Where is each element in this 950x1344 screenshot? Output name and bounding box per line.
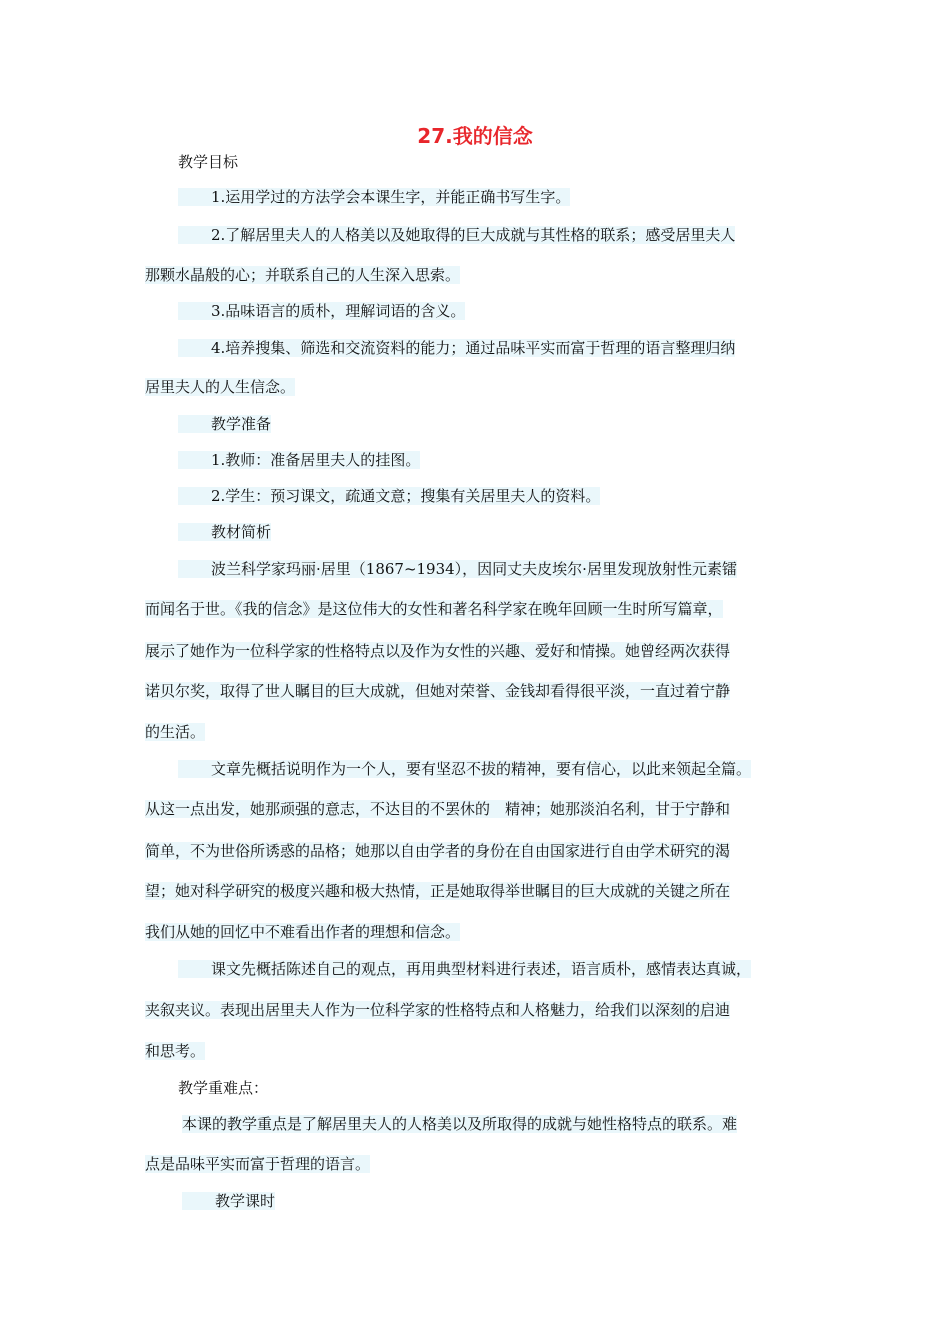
section-heading-hours-text: 教学课时 [215,1192,276,1210]
analysis-paragraph-1-text-3: 展示了她作为一位科学家的性格特点以及作为女性的兴趣、爱好和情操。她曾经两次获得 [145,642,731,660]
section-heading-prep [178,413,271,435]
key-points-line-2 [145,1153,370,1175]
analysis-paragraph-2-line-4 [145,880,730,902]
section-heading-key-points: 教学重难点： [178,1079,269,1097]
analysis-paragraph-2-text-5: 我们从她的回忆中不难看出作者的理想和信念。 [145,923,461,941]
key-points-line-1 [182,1113,737,1135]
analysis-paragraph-1-line-1 [178,558,737,580]
key-points-text-2: 点是品味平实而富于哲理的语言。 [145,1155,371,1173]
prep-item-2-text: 2.学生：预习课文，疏通文意；搜集有关居里夫人的资料。 [211,487,601,505]
analysis-paragraph-1-text-5: 的生活。 [145,723,206,741]
analysis-paragraph-2-text-4: 望；她对科学研究的极度兴趣和极大热情，正是她取得举世瞩目的巨大成就的关键之所在 [145,882,731,900]
analysis-paragraph-2-line-2 [145,798,730,820]
section-heading-analysis-text: 教材简析 [211,523,272,541]
analysis-paragraph-1-line-5 [145,721,205,743]
analysis-paragraph-3-line-1 [178,958,751,980]
goal-item-2-text-2: 那颗水晶般的心；并联系自己的人生深入思索。 [145,266,461,284]
key-points-text-1: 本课的教学重点是了解居里夫人的人格美以及所取得的成就与她性格特点的联系。难 [182,1115,738,1133]
analysis-paragraph-1-line-4 [145,680,730,702]
analysis-paragraph-1-text-1: 波兰科学家玛丽·居里（1867~1934），因同丈夫皮埃尔·居里发现放射性元素镭 [211,560,737,578]
section-heading-goals: 教学目标 [178,153,239,171]
section-heading-prep-text: 教学准备 [211,415,272,433]
prep-item-1 [178,449,420,471]
prep-item-2 [178,485,600,507]
goal-item-4-line-2 [145,376,295,398]
analysis-paragraph-3-text-3: 和思考。 [145,1042,206,1060]
goal-item-1 [178,186,570,208]
goal-item-2-line-1 [178,224,735,246]
goal-item-4-text-2: 居里夫人的人生信念。 [145,378,296,396]
goal-item-4-text-1: 4.培养搜集、筛选和交流资料的能力；通过品味平实而富于哲理的语言整理归纳 [211,339,736,357]
goal-item-3-text: 3.品味语言的质朴，理解词语的含义。 [211,302,466,320]
analysis-paragraph-1-text-4: 诺贝尔奖，取得了世人瞩目的巨大成就，但她对荣誉、金钱却看得很平淡，一直过着宁静 [145,682,731,700]
section-heading-analysis [178,521,271,543]
analysis-paragraph-2-line-3 [145,840,730,862]
document-title: 27.我的信念 [417,124,533,148]
section-heading-hours [182,1190,275,1212]
goal-item-1-text: 1.运用学过的方法学会本课生字，并能正确书写生字。 [211,188,571,206]
analysis-paragraph-1-text-2: 而闻名于世。《我的信念》是这位伟大的女性和著名科学家在晚年回顾一生时所写篇章， [145,600,723,618]
goal-item-2-line-2 [145,264,460,286]
analysis-paragraph-3-text-2: 夹叙夹议。表现出居里夫人作为一位科学家的性格特点和人格魅力，给我们以深刻的启迪 [145,1001,731,1019]
analysis-paragraph-2-text-3: 简单，不为世俗所诱惑的品格；她那以自由学者的身份在自由国家进行自由学术研究的渴 [145,842,731,860]
prep-item-1-text: 1.教师：准备居里夫人的挂图。 [211,451,421,469]
goal-item-4-line-1 [178,337,735,359]
analysis-paragraph-2-text-1: 文章先概括说明作为一个人，要有坚忍不拔的精神，要有信心，以此来领起全篇。 [211,760,752,778]
analysis-paragraph-2-line-1 [178,758,751,780]
analysis-paragraph-2-line-5 [145,921,460,943]
analysis-paragraph-1-line-3 [145,640,730,662]
analysis-paragraph-3-line-2 [145,999,730,1021]
analysis-paragraph-1-line-2 [145,598,723,620]
analysis-paragraph-2-text-2: 从这一点出发，她那顽强的意志，不达目的不罢休的 精神；她那淡泊名利，甘于宁静和 [145,800,731,818]
goal-item-2-text-1: 2.了解居里夫人的人格美以及她取得的巨大成就与其性格的联系；感受居里夫人 [211,226,736,244]
analysis-paragraph-3-line-3 [145,1040,205,1062]
goal-item-3 [178,300,465,322]
analysis-paragraph-3-text-1: 课文先概括陈述自己的观点，再用典型材料进行表述，语言质朴，感情表达真诚， [211,960,752,978]
